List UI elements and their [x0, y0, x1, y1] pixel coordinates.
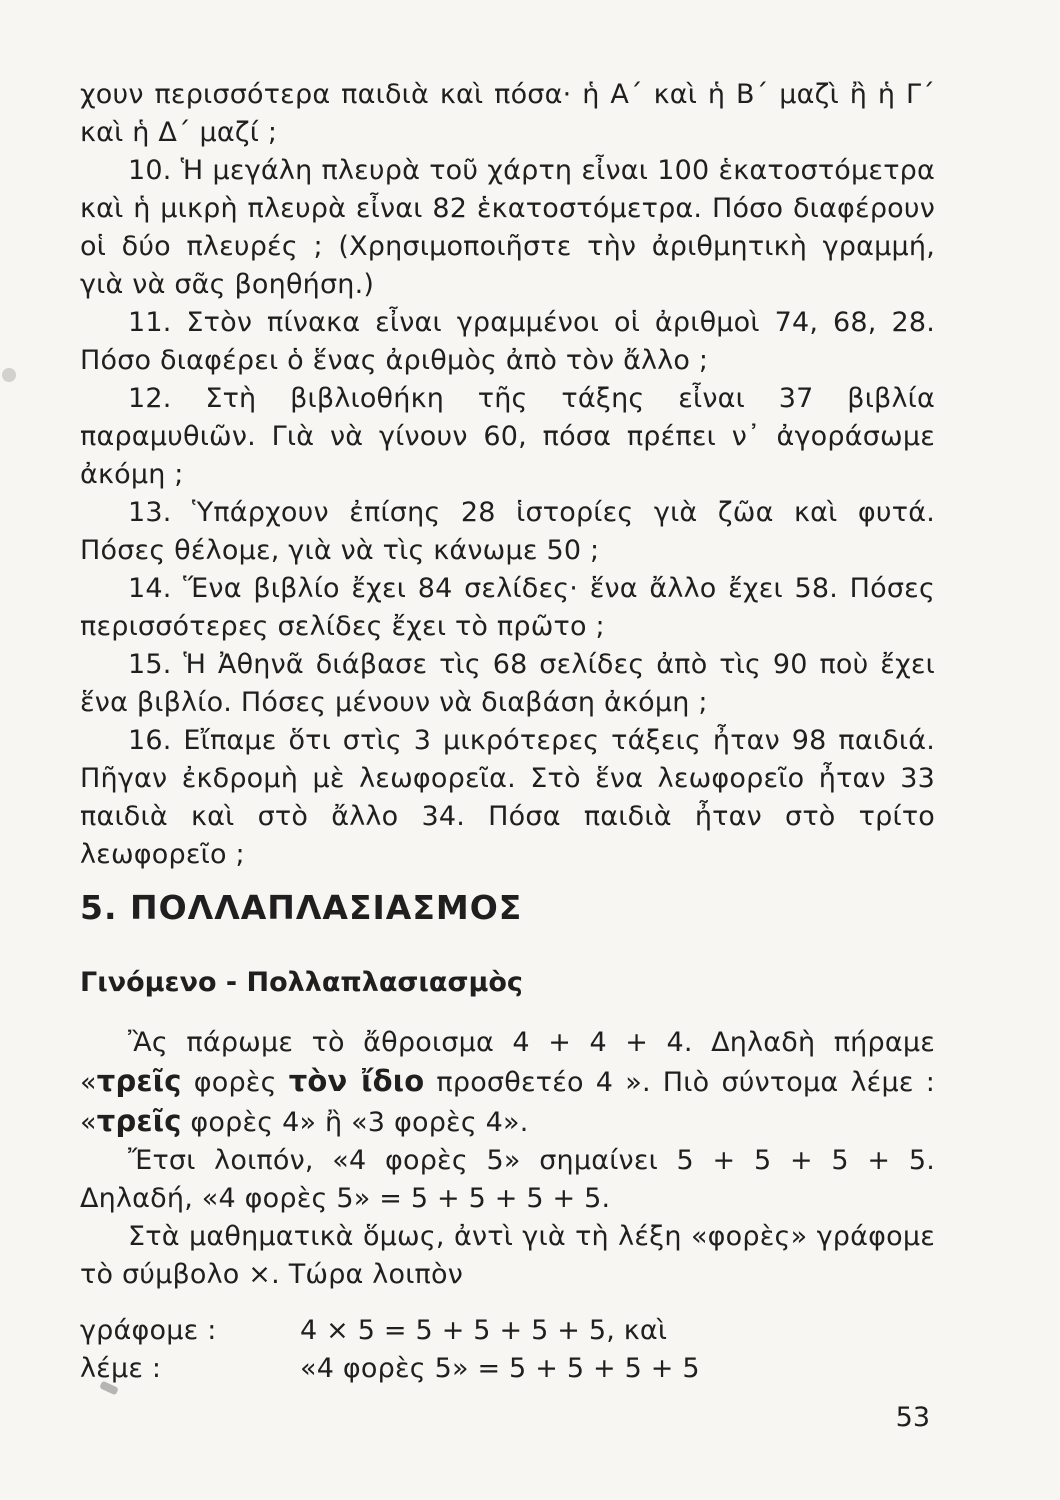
bold-same: τὸν ἴδιο [288, 1064, 425, 1098]
section-body [80, 1024, 935, 1388]
paragraph-symbol: Στὰ μαθηματικὰ ὅμως, ἀντὶ γιὰ τὴ λέξη «φορὲς» γράφομε τὸ σύμβολο ×. Τώρα λοιπὸν [80, 1221, 935, 1290]
exercise-13: 13. Ὑπάρχουν ἐπίσης 28 ἱστορίες γιὰ ζῶα καὶ φυτά. Πόσες θέλομε, γιὰ νὰ τὶς κάνωμε 50 ; [80, 497, 935, 566]
formula-say [80, 1350, 935, 1388]
paragraph-sum: Ἂς πάρωμε τὸ ἄθροισμα 4 + 4 + 4. Δηλαδὴ πήραμε «τρεῖς φορὲς τὸν ἴδιο προσθετέο 4 ». Πιὸ σύντομα λέμε : «τρεῖς φορὲς 4» ἢ «3 φορὲς 4». [80, 1027, 935, 1138]
bold-threes-2: τρεῖς [96, 1104, 182, 1138]
exercise-10: 10. Ἡ μεγάλη πλευρὰ τοῦ χάρτη εἶναι 100 ἑκατοστόμετρα καὶ ἡ μικρὴ πλευρὰ εἶναι 82 ἑκατοστόμετρα. Πόσο διαφέρουν οἱ δύο πλευρές ; (Χρησιμοποιῆστε τὴν ἀριθμητικὴ γραμμή, γιὰ νὰ σᾶς βοηθήση.) [80, 155, 935, 300]
exercise-continuation: χουν περισσότερα παιδιὰ καὶ πόσα· ἡ Α΄ καὶ ἡ Β΄ μαζὶ ἢ ἡ Γ΄ καὶ ἡ Δ΄ μαζί ; [80, 79, 935, 148]
exercise-16: 16. Εἴπαμε ὅτι στὶς 3 μικρότερες τάξεις ἦταν 98 παιδιά. Πῆγαν ἐκδρομὴ μὲ λεωφορεῖα. Στὸ ἕνα λεωφορεῖο ἦταν 33 παιδιὰ καὶ στὸ ἄλλο 34. Πόσα παιδιὰ ἦταν στὸ τρίτο λεωφορεῖο ; [80, 725, 935, 870]
formula-write-label: γράφομε : [80, 1315, 217, 1346]
exercise-list [80, 76, 935, 874]
section-subheading: Γινόμενο - Πολλαπλασιασμὸς [80, 967, 523, 998]
formula-write [80, 1312, 935, 1350]
paragraph-example: Ἔτσι λοιπόν, «4 φορὲς 5» σημαίνει 5 + 5 + 5 + 5. Δηλαδή, «4 φορὲς 5» = 5 + 5 + 5 + 5. [80, 1145, 935, 1214]
formula-say-expr: «4 φορὲς 5» = 5 + 5 + 5 + 5 [300, 1353, 700, 1384]
exercise-12: 12. Στὴ βιβλιοθήκη τῆς τάξης εἶναι 37 βιβλία παραμυθιῶν. Γιὰ νὰ γίνουν 60, πόσα πρέπει ν᾽ ἀγοράσωμε ἀκόμη ; [80, 383, 935, 490]
page-number: 53 [895, 1402, 930, 1433]
section-heading: 5. ΠΟΛΛΑΠΛΑΣΙΑΣΜΟΣ [80, 888, 523, 927]
exercise-15: 15. Ἡ Ἀθηνᾶ διάβασε τὶς 68 σελίδες ἀπὸ τὶς 90 ποὺ ἔχει ἕνα βιβλίο. Πόσες μένουν νὰ διαβάση ἀκόμη ; [80, 649, 935, 718]
exercise-14: 14. Ἕνα βιβλίο ἔχει 84 σελίδες· ἕνα ἄλλο ἔχει 58. Πόσες περισσότερες σελίδες ἔχει τὸ πρῶτο ; [80, 573, 935, 642]
formula-write-expr: 4 × 5 = 5 + 5 + 5 + 5, καὶ [300, 1315, 668, 1346]
ink-spot [2, 368, 16, 382]
exercise-11: 11. Στὸν πίνακα εἶναι γραμμένοι οἱ ἀριθμοὶ 74, 68, 28. Πόσο διαφέρει ὁ ἕνας ἀριθμὸς ἀπὸ τὸν ἄλλο ; [80, 307, 935, 376]
formula-say-label: λέμε : [80, 1353, 162, 1384]
bold-threes: τρεῖς [96, 1064, 182, 1098]
